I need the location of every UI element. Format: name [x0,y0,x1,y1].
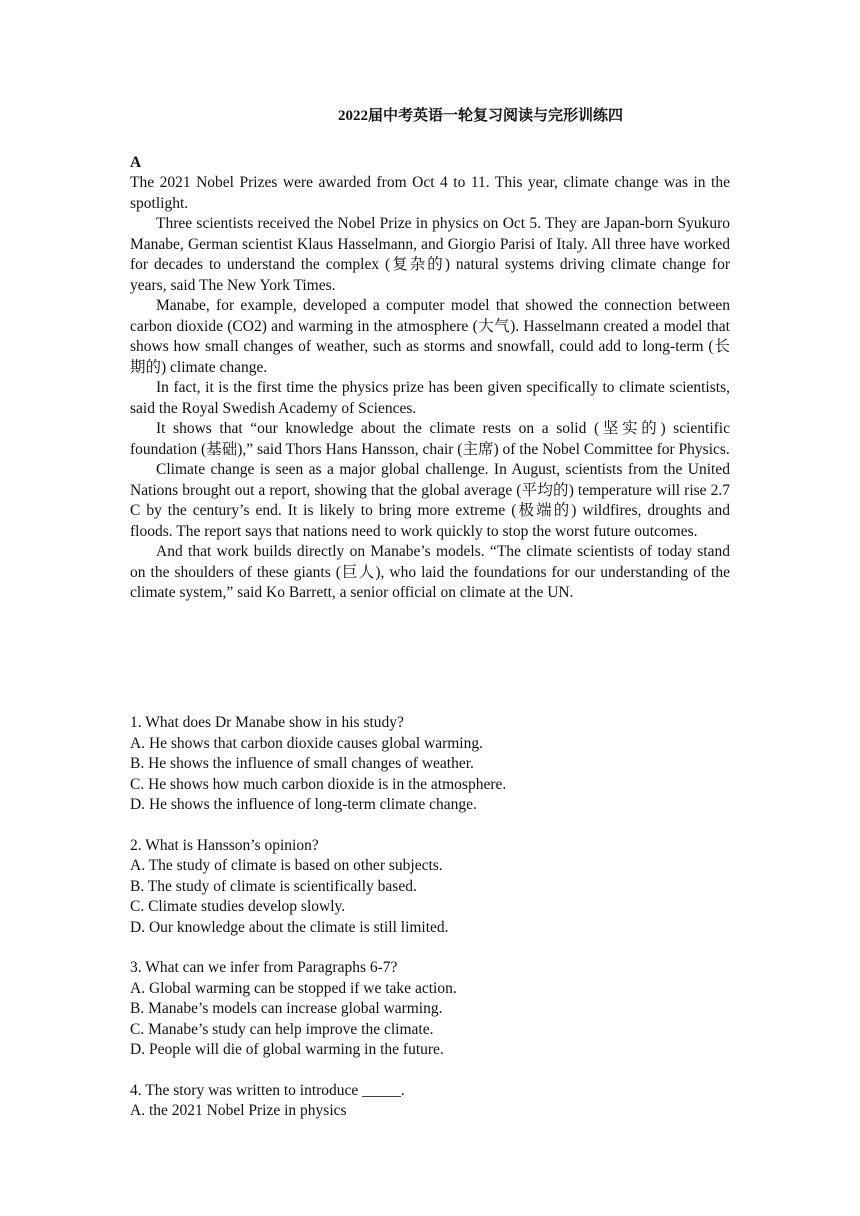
section-label: A [130,154,142,171]
question-stem: 1. What does Dr Manabe show in his study? [130,714,404,731]
paragraph-2: Three scientists received the Nobel Prize in physics on Oct 5. They are Japan-born Syukuro Manabe, German scientist Klaus Hasselmann, and Giorgio Parisi of Italy. All three have worked for decades to understand the complex (复杂的) natural systems driving climate change for years, said The New York Times. [130,215,730,294]
question-3 [130,958,730,1061]
option-d: D. He shows the influence of long-term climate change. [130,796,477,813]
question-stem: 3. What can we infer from Paragraphs 6-7? [130,959,398,976]
paragraph-7: And that work builds directly on Manabe’s models. “The climate scientists of today stand on the shoulders of these giants (巨人), who laid the foundations for our understanding of the climate system,” said Ko Barrett, a senior official on climate at the UN. [130,543,730,601]
option-d: D. People will die of global warming in the future. [130,1041,444,1058]
question-4 [130,1081,730,1122]
option-a: A. the 2021 Nobel Prize in physics [130,1102,347,1119]
question-1 [130,713,730,816]
option-b: B. The study of climate is scientifically based. [130,877,417,895]
option-d: D. Our knowledge about the climate is still limited. [130,918,449,936]
option-c: C. Manabe’s study can help improve the climate. [130,1020,434,1038]
document-title: 2022届中考英语一轮复习阅读与完形训练四 [338,108,624,124]
reading-passage [130,173,730,604]
paragraph-6: Climate change is seen as a major global challenge. In August, scientists from the United Nations brought out a report, showing that the global average (平均的) temperature will rise 2.7 C by the century’s end. It is likely to bring more extreme (极端的) wildfires, droughts and floods. The report says that nations need to work quickly to stop the worst future outcomes. [130,461,730,540]
option-a: A. He shows that carbon dioxide causes global warming. [130,734,483,752]
option-a: A. The study of climate is based on other subjects. [130,857,443,874]
question-2 [130,836,730,939]
option-b: B. He shows the influence of small changes of weather. [130,755,474,772]
option-c: C. He shows how much carbon dioxide is in the atmosphere. [130,775,507,793]
question-stem: 4. The story was written to introduce _____. [130,1081,405,1099]
paragraph-3: Manabe, for example, developed a computer model that showed the connection between carbon dioxide (CO2) and warming in the atmosphere (大气). Hasselmann created a model that shows how small changes of weather, such as storms and snowfall, could add to long-term (长期的) climate change. [130,297,730,376]
question-stem: 2. What is Hansson’s opinion? [130,836,319,854]
option-a: A. Global warming can be stopped if we take action. [130,979,457,997]
option-b: B. Manabe’s models can increase global warming. [130,1000,443,1017]
option-c: C. Climate studies develop slowly. [130,898,346,915]
paragraph-1: The 2021 Nobel Prizes were awarded from Oct 4 to 11. This year, climate change was in the spotlight. [130,174,730,212]
paragraph-5: It shows that “our knowledge about the climate rests on a solid (坚实的) scientific foundation (基础),” said Thors Hans Hansson, chair (主席) of the Nobel Committee for Physics. [130,420,730,458]
question-list [130,713,730,1142]
paragraph-4: In fact, it is the first time the physics prize has been given specifically to climate scientists, said the Royal Swedish Academy of Sciences. [130,379,730,417]
